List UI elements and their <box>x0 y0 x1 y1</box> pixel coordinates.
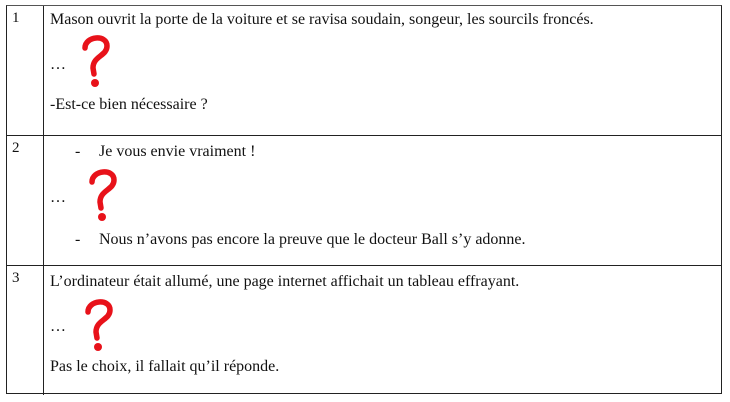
number-cell <box>7 6 44 135</box>
document-table <box>6 5 722 394</box>
row-number: 3 <box>12 270 20 286</box>
table-row <box>7 135 721 265</box>
number-cell <box>7 136 44 265</box>
number-cell <box>7 266 44 395</box>
sentence-line: -Est-ce bien nécessaire ? <box>50 96 208 113</box>
table-row <box>7 6 721 135</box>
sentence-line: Mason ouvrit la porte de la voiture et se ravisa soudain, songeur, les sourcils froncés. <box>50 11 594 28</box>
dialogue-line: Je vous envie vraiment ! <box>99 143 256 160</box>
content-cell <box>44 136 721 265</box>
question-mark-icon <box>82 298 116 352</box>
row-number: 2 <box>12 140 20 156</box>
sentence-line: Pas le choix, il fallait qu’il réponde. <box>50 358 280 375</box>
question-mark-icon <box>79 34 113 88</box>
sentence-line: L’ordinateur était allumé, une page internet affichait un tableau effrayant. <box>50 273 520 290</box>
content-cell <box>44 266 721 395</box>
content-cell <box>44 6 721 135</box>
ellipsis: … <box>50 56 66 73</box>
list-dash: - <box>75 143 81 160</box>
dialogue-line: Nous n’avons pas encore la preuve que le docteur Ball s’y adonne. <box>99 231 526 248</box>
table-row <box>7 265 721 395</box>
row-number: 1 <box>12 10 20 26</box>
ellipsis: … <box>50 189 66 206</box>
question-mark-icon <box>86 168 120 222</box>
list-dash: - <box>75 231 81 248</box>
ellipsis: … <box>50 318 66 335</box>
